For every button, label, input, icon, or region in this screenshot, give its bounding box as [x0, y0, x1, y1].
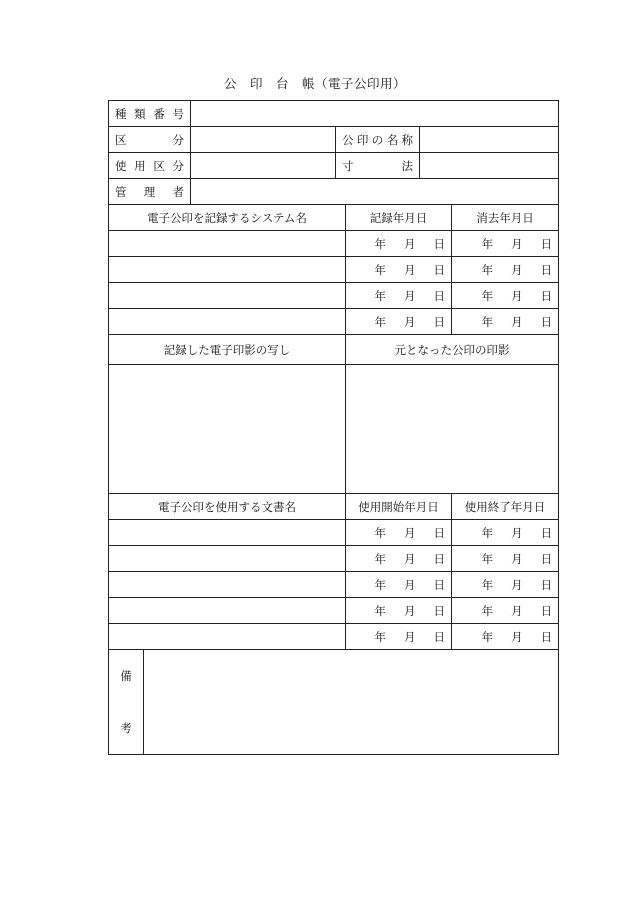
document-row: [109, 624, 559, 650]
document-name-field[interactable]: [109, 520, 346, 546]
record-date-field[interactable]: 年 月 日: [346, 309, 452, 335]
erase-date-field[interactable]: 年 月 日: [452, 231, 559, 257]
type-no-field[interactable]: [191, 101, 559, 127]
document-name-field[interactable]: [109, 624, 346, 650]
use-division-label: 使 用 区 分: [109, 153, 191, 179]
erase-date-header: 消去年月日: [452, 205, 559, 231]
system-row: [109, 309, 559, 335]
remarks-label: 備 考: [109, 650, 144, 755]
use-end-date-field[interactable]: 年 月 日: [452, 520, 559, 546]
document-row: [109, 520, 559, 546]
system-row: [109, 231, 559, 257]
manager-label: 管 理 者: [109, 179, 191, 205]
document-name-field[interactable]: [109, 572, 346, 598]
use-end-date-field[interactable]: 年 月 日: [452, 572, 559, 598]
row-manager: [109, 179, 559, 205]
system-row: [109, 283, 559, 309]
manager-field[interactable]: [191, 179, 559, 205]
row-division: [109, 127, 559, 153]
seal-register-form: [108, 100, 559, 755]
document-row: [109, 572, 559, 598]
record-date-header: 記録年月日: [346, 205, 452, 231]
erase-date-field[interactable]: 年 月 日: [452, 283, 559, 309]
remarks-row: [109, 650, 559, 755]
recorded-imprint-header: 記録した電子印影の写し: [109, 335, 346, 365]
document-name-field[interactable]: [109, 546, 346, 572]
page-title: 公 印 台 帳（電子公印用）: [223, 76, 406, 91]
use-division-field[interactable]: [191, 153, 336, 179]
use-end-date-field[interactable]: 年 月 日: [452, 598, 559, 624]
use-start-date-field[interactable]: 年 月 日: [346, 572, 452, 598]
size-field[interactable]: [420, 153, 559, 179]
row-type-no: [109, 101, 559, 127]
seal-name-label: 公 印 の 名 称: [336, 127, 420, 153]
document-row: [109, 598, 559, 624]
system-header-row: [109, 205, 559, 231]
size-label: 寸 法: [336, 153, 420, 179]
document-name-field[interactable]: [109, 598, 346, 624]
use-start-date-header: 使用開始年月日: [346, 494, 452, 520]
document-row: [109, 546, 559, 572]
record-date-field[interactable]: 年 月 日: [346, 283, 452, 309]
system-row: [109, 257, 559, 283]
document-header-row: [109, 494, 559, 520]
system-name-field[interactable]: [109, 231, 346, 257]
image-header-row: [109, 335, 559, 365]
erase-date-field[interactable]: 年 月 日: [452, 309, 559, 335]
system-name-field[interactable]: [109, 309, 346, 335]
record-date-field[interactable]: 年 月 日: [346, 231, 452, 257]
use-end-date-field[interactable]: 年 月 日: [452, 624, 559, 650]
row-use-division: [109, 153, 559, 179]
division-field[interactable]: [191, 127, 336, 153]
erase-date-field[interactable]: 年 月 日: [452, 257, 559, 283]
use-end-date-header: 使用終了年月日: [452, 494, 559, 520]
type-no-label: 種 類 番 号: [109, 101, 191, 127]
use-start-date-field[interactable]: 年 月 日: [346, 598, 452, 624]
use-start-date-field[interactable]: 年 月 日: [346, 546, 452, 572]
division-label: 区 分: [109, 127, 191, 153]
system-name-field[interactable]: [109, 257, 346, 283]
record-date-field[interactable]: 年 月 日: [346, 257, 452, 283]
use-end-date-field[interactable]: 年 月 日: [452, 546, 559, 572]
document-name-header: 電子公印を使用する文書名: [109, 494, 346, 520]
original-imprint-header: 元となった公印の印影: [346, 335, 559, 365]
recorded-imprint-box[interactable]: [109, 365, 346, 494]
use-start-date-field[interactable]: 年 月 日: [346, 520, 452, 546]
original-imprint-box[interactable]: [346, 365, 559, 494]
use-start-date-field[interactable]: 年 月 日: [346, 624, 452, 650]
remarks-field[interactable]: [144, 650, 559, 755]
system-name-header: 電子公印を記録するシステム名: [109, 205, 346, 231]
image-row: [109, 365, 559, 494]
system-name-field[interactable]: [109, 283, 346, 309]
seal-name-field[interactable]: [420, 127, 559, 153]
